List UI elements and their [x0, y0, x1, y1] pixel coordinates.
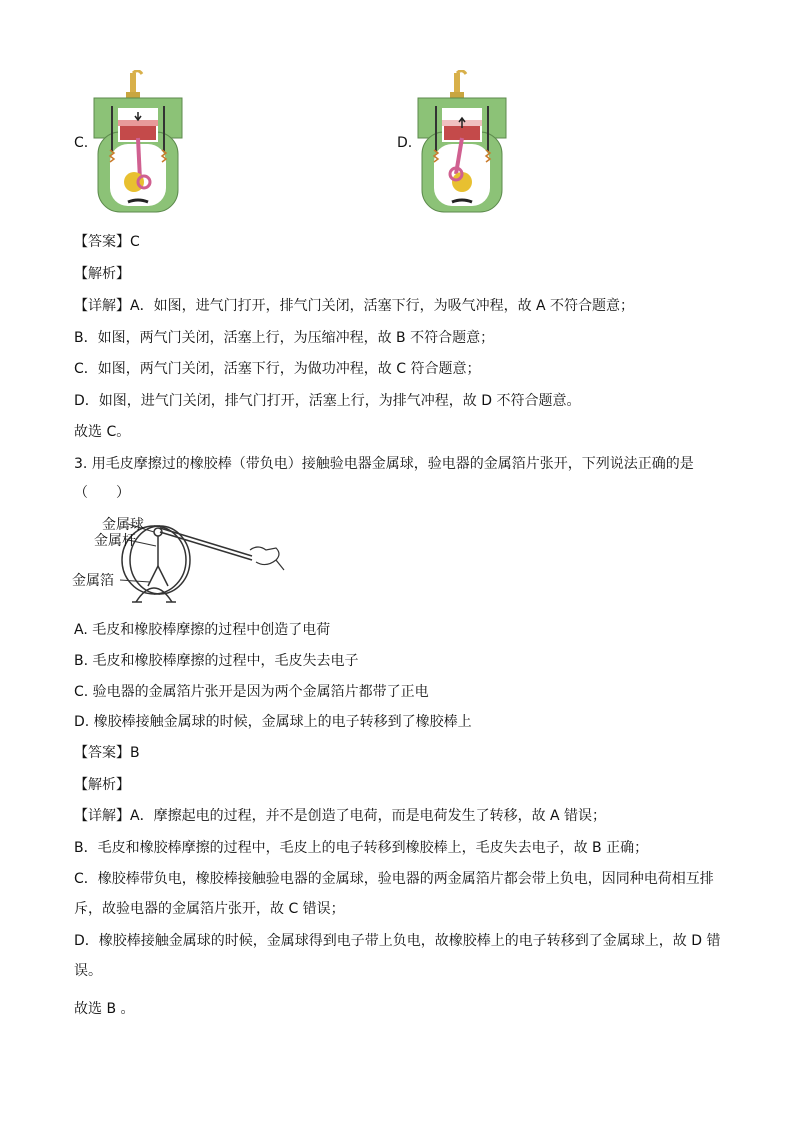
prev-detail-line: 【详解】A．如图，进气门打开，排气门关闭，活塞下行，为吸气冲程，故 A 不符合题意； — [74, 298, 635, 314]
q3-detail-line: 【详解】A．摩擦起电的过程，并不是创造了电荷，而是电荷发生了转移，故 A 错误； — [74, 808, 607, 824]
q3-detail-line: 斥，故验电器的金属箔片张开，故 C 错误； — [74, 901, 345, 917]
q3-option-d: D. 橡胶棒接触金属球的时候，金属球上的电子转移到了橡胶棒上 — [74, 714, 472, 730]
engine-diagram-c — [92, 70, 184, 216]
q3-option-c: C. 验电器的金属箔片张开是因为两个金属箔片都带了正电 — [74, 684, 429, 700]
prev-analysis-tag: 【解析】 — [74, 266, 130, 282]
q3-detail-line: B．毛皮和橡胶棒摩擦的过程中，毛皮上的电子转移到橡胶棒上，毛皮失去电子，故 B 正确； — [74, 840, 649, 856]
q3-option-b: B. 毛皮和橡胶棒摩擦的过程中，毛皮失去电子 — [74, 653, 359, 669]
q3-stem: 3. 用毛皮摩擦过的橡胶棒（带负电）接触验电器金属球，验电器的金属箔片张开，下列说法正确的是 — [74, 456, 694, 472]
label-metal-ball: 金属球 — [102, 517, 144, 533]
option-d-label: D. — [397, 135, 413, 151]
prev-detail-line: D．如图，进气门关闭，排气门打开，活塞上行，为排气冲程，故 D 不符合题意。 — [74, 393, 581, 409]
prev-detail-line: C．如图，两气门关闭，活塞下行，为做功冲程，故 C 符合题意； — [74, 361, 481, 377]
answer-value: B — [130, 745, 140, 761]
label-metal-rod: 金属杆 — [94, 533, 136, 549]
label-metal-foil: 金属箔 — [72, 573, 114, 589]
prev-answer — [74, 232, 140, 252]
answer-value: C — [130, 234, 140, 250]
q3-answer — [74, 743, 140, 763]
prev-detail-line: B．如图，两气门关闭，活塞上行，为压缩冲程，故 B 不符合题意； — [74, 330, 495, 346]
q3-detail-line: C．橡胶棒带负电，橡胶棒接触验电器的金属球，验电器的两金属箔片都会带上负电，因同种电荷相互排 — [74, 871, 714, 887]
answer-tag: 【答案】 — [74, 234, 130, 250]
answer-tag: 【答案】 — [74, 745, 130, 761]
q3-option-a: A. 毛皮和橡胶棒摩擦的过程中创造了电荷 — [74, 622, 331, 638]
option-c-label: C. — [74, 135, 89, 151]
prev-conclusion: 故选 C。 — [74, 424, 131, 440]
q3-conclusion: 故选 B 。 — [74, 1001, 135, 1017]
q3-detail-line: D．橡胶棒接触金属球的时候，金属球得到电子带上负电，故橡胶棒上的电子转移到了金属球上，故 D 错 — [74, 933, 721, 949]
q3-stem-blank: （ ） — [74, 485, 130, 501]
q3-analysis-tag: 【解析】 — [74, 777, 130, 793]
engine-diagram-d — [416, 70, 508, 216]
q3-detail-line: 误。 — [74, 963, 102, 979]
